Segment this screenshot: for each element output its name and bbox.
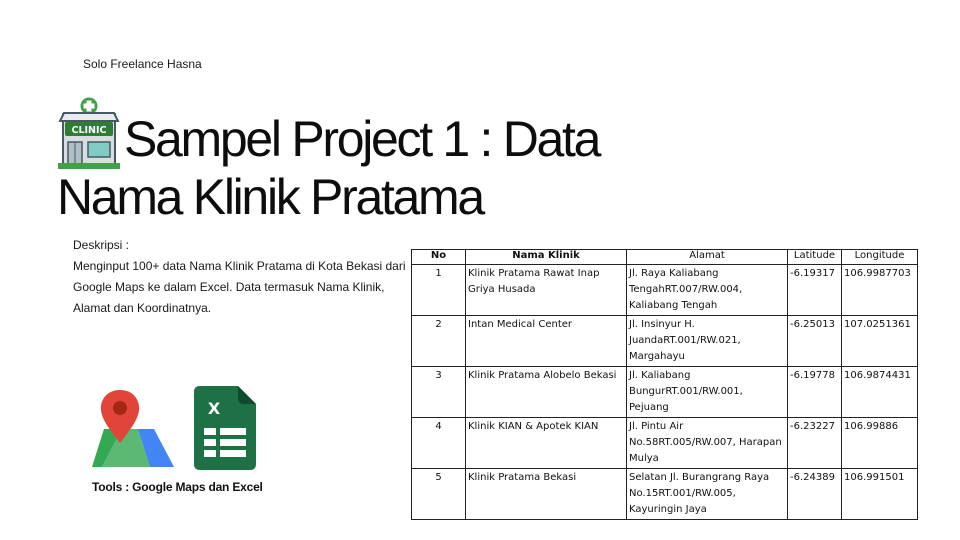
clinic-sign-text: CLINIC xyxy=(71,125,107,136)
cell-latitude: -6.19317 xyxy=(788,265,842,316)
column-header-alamat: Alamat xyxy=(627,250,788,265)
cell-no: 3 xyxy=(412,367,466,418)
column-header-nama-klinik: Nama Klinik xyxy=(466,250,627,265)
table-row xyxy=(412,469,918,520)
column-header-latitude: Latitude xyxy=(788,250,842,265)
table-row xyxy=(412,316,918,367)
cell-longitude: 106.99886 xyxy=(842,418,918,469)
table-row xyxy=(412,367,918,418)
column-header-longitude: Longitude xyxy=(842,250,918,265)
cell-no: 2 xyxy=(412,316,466,367)
cell-nama-klinik: Klinik Pratama Alobelo Bekasi xyxy=(466,367,627,418)
cell-longitude: 106.991501 xyxy=(842,469,918,520)
table-row xyxy=(412,418,918,469)
cell-nama-klinik: Klinik KIAN & Apotek KIAN xyxy=(466,418,627,469)
table-header-row xyxy=(412,250,918,265)
cell-alamat: Jl. Raya Kaliabang TengahRT.007/RW.004, Kaliabang Tengah xyxy=(627,265,788,316)
column-header-no: No xyxy=(412,250,466,265)
cell-alamat: Jl. Kaliabang BungurRT.001/RW.001, Pejuang xyxy=(627,367,788,418)
cell-nama-klinik: Intan Medical Center xyxy=(466,316,627,367)
cell-longitude: 107.0251361 xyxy=(842,316,918,367)
cell-latitude: -6.24389 xyxy=(788,469,842,520)
excel-icon xyxy=(194,386,256,470)
cell-latitude: -6.23227 xyxy=(788,418,842,469)
cell-alamat: Jl. Pintu Air No.58RT.005/RW.007, Harapan Mulya xyxy=(627,418,788,469)
page-title xyxy=(57,110,599,226)
cell-no: 4 xyxy=(412,418,466,469)
cell-alamat: Jl. Insinyur H. JuandaRT.001/RW.021, Margahayu xyxy=(627,316,788,367)
cell-longitude: 106.9874431 xyxy=(842,367,918,418)
cell-alamat: Selatan Jl. Burangrang Raya No.15RT.001/RW.005, Kayuringin Jaya xyxy=(627,469,788,520)
cell-nama-klinik: Klinik Pratama Rawat Inap Griya Husada xyxy=(466,265,627,316)
svg-text:X: X xyxy=(207,399,221,418)
clinic-data-table xyxy=(411,249,918,520)
description-heading: Deskripsi : xyxy=(73,238,130,252)
tools-label: Tools : Google Maps dan Excel xyxy=(92,480,263,494)
title-line-1: Sampel Project 1 : Data xyxy=(124,111,600,167)
cell-nama-klinik: Klinik Pratama Bekasi xyxy=(466,469,627,520)
description xyxy=(73,235,408,319)
title-line-2: Nama Klinik Pratama xyxy=(57,169,483,225)
table-row xyxy=(412,265,918,316)
cell-longitude: 106.9987703 xyxy=(842,265,918,316)
google-maps-icon xyxy=(92,387,174,467)
description-body: Menginput 100+ data Nama Klinik Pratama di Kota Bekasi dari Google Maps ke dalam Excel. Data termasuk Nama Klinik, Alamat dan Koordinatnya. xyxy=(73,259,406,315)
cell-latitude: -6.25013 xyxy=(788,316,842,367)
cell-latitude: -6.19778 xyxy=(788,367,842,418)
cell-no: 1 xyxy=(412,265,466,316)
author-label: Solo Freelance Hasna xyxy=(83,57,202,71)
cell-no: 5 xyxy=(412,469,466,520)
